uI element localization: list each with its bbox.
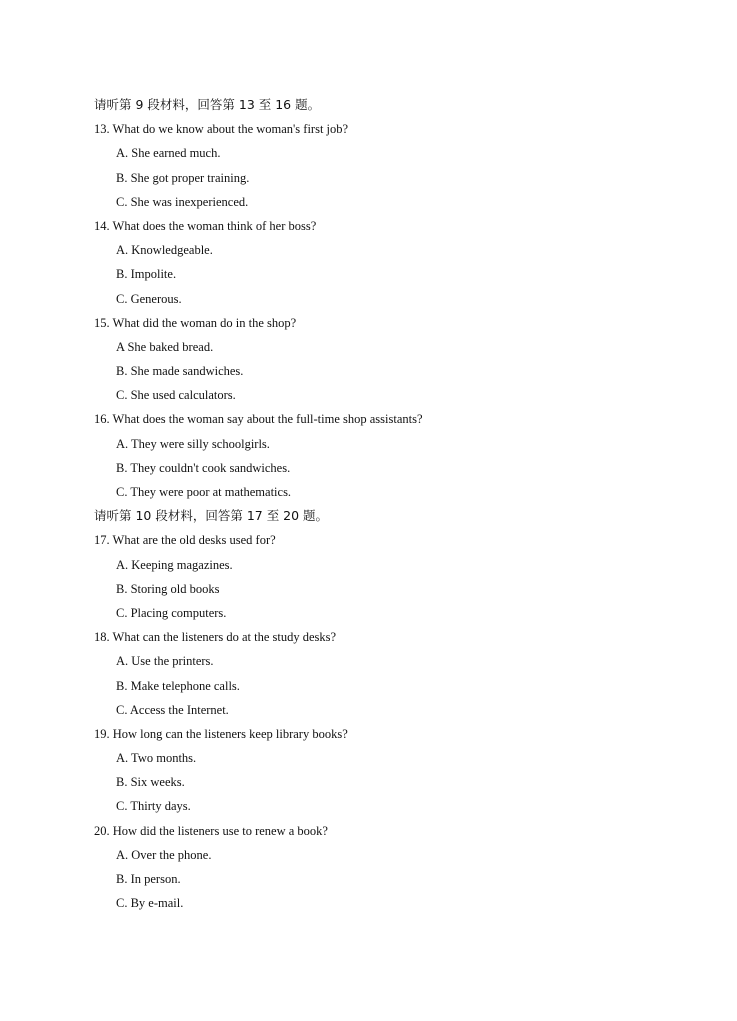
listening-section-content	[94, 93, 694, 915]
option-13c: C. She was inexperienced.	[116, 194, 249, 209]
question-15: 15. What did the woman do in the shop?	[94, 315, 297, 330]
option-18c: C. Access the Internet.	[116, 702, 229, 717]
option-16c: C. They were poor at mathematics.	[116, 485, 292, 499]
option-16b: B. They couldn't cook sandwiches.	[116, 460, 291, 475]
option-18b: B. Make telephone calls.	[116, 678, 240, 693]
option-20c: C. By e-mail.	[116, 896, 184, 911]
question-20: 20. How did the listeners use to renew a book?	[94, 823, 328, 838]
option-15a: A She baked bread.	[116, 339, 214, 354]
option-13a: A. She earned much.	[116, 146, 221, 161]
section-heading-10: 请听第 10 段材料，回答第 17 至 20 题。	[94, 508, 329, 524]
option-20b: B. In person.	[116, 872, 181, 886]
question-16: 16. What does the woman say about the full-time shop assistants?	[94, 412, 423, 427]
option-19a: A. Two months.	[116, 751, 197, 766]
option-19c: C. Thirty days.	[116, 799, 191, 814]
question-13: 13. What do we know about the woman's first job?	[94, 122, 349, 137]
option-17b: B. Storing old books	[116, 581, 220, 596]
option-20a: A. Over the phone.	[116, 847, 212, 862]
question-19: 19. How long can the listeners keep library books?	[94, 726, 348, 741]
option-18a: A. Use the printers.	[116, 654, 214, 669]
option-17c: C. Placing computers.	[116, 605, 227, 620]
question-18: 18. What can the listeners do at the study desks?	[94, 630, 337, 645]
section-heading-9: 请听第 9 段材料，回答第 13 至 16 题。	[94, 97, 321, 112]
question-14: 14. What does the woman think of her boss?	[94, 218, 317, 233]
option-15b: B. She made sandwiches.	[116, 364, 244, 379]
option-14a: A. Knowledgeable.	[116, 243, 213, 258]
question-17: 17. What are the old desks used for?	[94, 533, 276, 548]
option-14c: C. Generous.	[116, 291, 182, 306]
option-13b: B. She got proper training.	[116, 170, 250, 185]
option-19b: B. Six weeks.	[116, 775, 185, 790]
option-17a: A. Keeping magazines.	[116, 557, 233, 572]
option-14b: B. Impolite.	[116, 267, 177, 282]
option-16a: A. They were silly schoolgirls.	[116, 436, 270, 451]
option-15c: C. She used calculators.	[116, 388, 236, 403]
